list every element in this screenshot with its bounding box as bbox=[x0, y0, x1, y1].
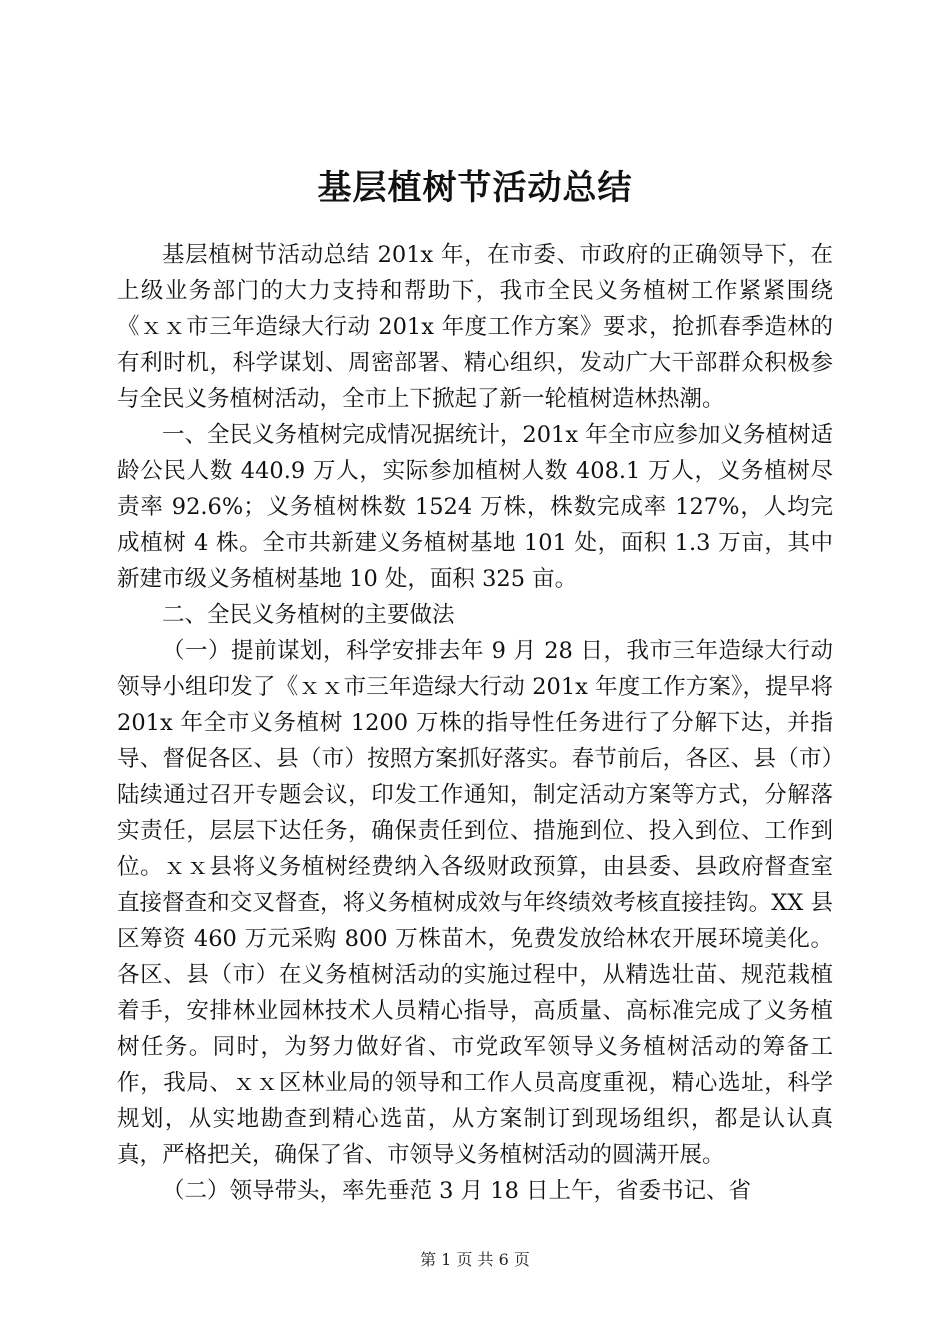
document-body bbox=[117, 237, 833, 1209]
paragraph-subsection-1: （一）提前谋划，科学安排去年 9 月 28 日，我市三年造绿大行动领导小组印发了《ｘｘ市三年造绿大行动 201x 年度工作方案》，提早将 201x 年全市义务植树 1200 万株的指导性任务进行了分解下达，并指导、督促各区、县（市）按照方案抓好落实。春节前后，各区、县（市）陆续通过召开专题会议，印发工作通知，制定活动方案等方式，分解落实责任，层层下达任务，确保责任到位、措施到位、投入到位、工作到位。ｘｘ县将义务植树经费纳入各级财政预算，由县委、县政府督查室直接督查和交叉督查，将义务植树成效与年终绩效考核直接挂钩。XX 县区筹资 460 万元采购 800 万株苗木，免费发放给林农开展环境美化。各区、县（市）在义务植树活动的实施过程中，从精选壮苗、规范栽植着手，安排林业园林技术人员精心指导，高质量、高标准完成了义务植树任务。同时，为努力做好省、市党政军领导义务植树活动的筹备工作，我局、ｘｘ区林业局的领导和工作人员高度重视，精心选址，科学规划，从实地勘查到精心选苗，从方案制订到现场组织，都是认认真真，严格把关，确保了省、市领导义务植树活动的圆满开展。 bbox=[117, 638, 833, 1168]
paragraph-subsection-2: （二）领导带头，率先垂范 3 月 18 日上午，省委书记、省 bbox=[162, 1178, 752, 1204]
paragraph-section-1: 一、全民义务植树完成情况据统计，201x 年全市应参加义务植树适龄公民人数 440.9 万人，实际参加植树人数 408.1 万人，义务植树尽责率 92.6%；义务植树株数 1524 万株，株数完成率 127%，人均完成植树 4 株。全市共新建义务植树基地 101 处，面积 1.3 万亩，其中新建市级义务植树基地 10 处，面积 325 亩。 bbox=[117, 422, 833, 592]
paragraph-intro: 基层植树节活动总结 201x 年，在市委、市政府的正确领导下，在上级业务部门的大力支持和帮助下，我市全民义务植树工作紧紧围绕《ｘｘ市三年造绿大行动 201x 年度工作方案》要求，抢抓春季造林的有利时机，科学谋划、周密部署、精心组织，发动广大干部群众积极参与全民义务植树活动，全市上下掀起了新一轮植树造林热潮。 bbox=[117, 242, 833, 412]
document-title: 基层植树节活动总结 bbox=[317, 168, 633, 208]
page-footer: 第 1 页 共 6 页 bbox=[420, 1250, 530, 1269]
section-heading-2: 二、全民义务植树的主要做法 bbox=[162, 602, 455, 628]
